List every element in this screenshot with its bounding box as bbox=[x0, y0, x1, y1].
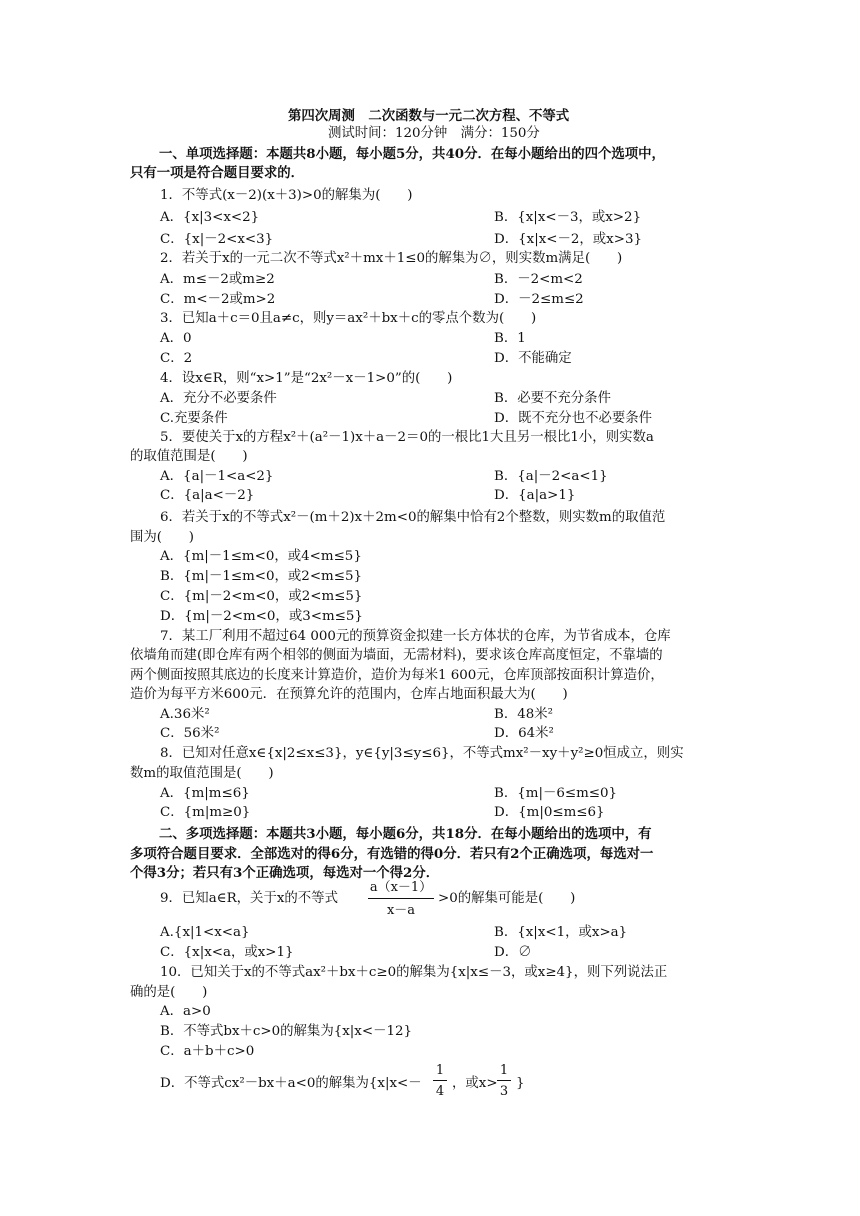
q9-option-c: C．{x|x<a，或x>1} bbox=[160, 945, 294, 960]
q5-option-a: A．{a|－1<a<2} bbox=[160, 469, 274, 484]
q10-option-d: D．不等式cx²－bx＋a<0的解集为{x|x<－ bbox=[160, 1076, 422, 1091]
q8-stem: 8．已知对任意x∈{x|2≤x≤3}，y∈{y|3≤y≤6}，不等式mx²－xy＋y²≥0恒成立，则实 bbox=[160, 746, 684, 761]
q10-option-d-end: } bbox=[516, 1076, 525, 1091]
q2-option-d: D．－2≤m≤2 bbox=[494, 292, 584, 307]
q10-option-c: C．a＋b＋c>0 bbox=[160, 1044, 255, 1059]
q6-option-a: A．{m|－1≤m<0，或4<m≤5} bbox=[160, 549, 362, 564]
q7-stem-cont2: 两个侧面按照其底边的长度来计算造价，造价为每米1 600元，仓库顶部按面积计算造价， bbox=[130, 668, 664, 683]
q5-stem: 5．要使关于x的方程x²＋(a²－1)x＋a－2＝0的一根比1大且另一根比1小，则实数a bbox=[160, 430, 654, 445]
q10-d-fraction1-numerator: 1 bbox=[435, 1063, 445, 1078]
q3-option-d: D．不能确定 bbox=[494, 351, 572, 366]
q1-option-b: B．{x|x<－3，或x>2} bbox=[494, 210, 642, 225]
q10-d-fraction2-numerator: 1 bbox=[499, 1063, 509, 1078]
section2-heading-cont2: 个得3分；若只有3个正确选项，每选对一个得2分． bbox=[130, 865, 440, 881]
q4-option-d: D．既不充分也不必要条件 bbox=[494, 411, 653, 426]
q5-option-c: C．{a|a<－2} bbox=[160, 488, 255, 503]
q10-stem: 10．已知关于x的不等式ax²＋bx＋c≥0的解集为{x|x≤－3，或x≥4}，则下列说法正 bbox=[160, 965, 668, 980]
q6-stem-cont: 围为( ) bbox=[130, 530, 195, 545]
q4-option-a: A．充分不必要条件 bbox=[160, 391, 277, 406]
q10-stem-cont: 确的是( ) bbox=[130, 985, 208, 1000]
q6-stem: 6．若关于x的不等式x²－(m＋2)x＋2m<0的解集中恰有2个整数，则实数m的取值范 bbox=[160, 510, 666, 525]
q5-stem-cont: 的取值范围是( ) bbox=[130, 449, 248, 464]
q6-option-c: C．{m|－2<m<0，或2<m≤5} bbox=[160, 589, 363, 604]
page-subtitle: 测试时间：120分钟 满分：150分 bbox=[328, 126, 540, 141]
q7-stem-cont3: 造价为每平方米600元．在预算允许的范围内，仓库占地面积最大为( ) bbox=[130, 687, 568, 702]
q9-fraction-denominator: x－a bbox=[386, 903, 416, 918]
q2-option-c: C．m<－2或m>2 bbox=[160, 292, 276, 307]
q7-option-d: D．64米² bbox=[494, 726, 554, 741]
q9-option-b: B．{x|x<1，或x>a} bbox=[494, 925, 628, 940]
q1-stem: 1．不等式(x－2)(x＋3)>0的解集为( ) bbox=[160, 188, 413, 203]
q7-option-c: C．56米² bbox=[160, 726, 220, 741]
q5-option-b: B．{a|－2<a<1} bbox=[494, 469, 608, 484]
q1-option-a: A．{x|3<x<2} bbox=[160, 210, 260, 225]
section2-heading: 二、多项选择题：本题共3小题，每小题6分，共18分．在每小题给出的选项中，有 bbox=[159, 826, 652, 842]
q1-option-c: C．{x|－2<x<3} bbox=[160, 232, 274, 247]
q10-d-fraction2-bar bbox=[497, 1080, 511, 1081]
section1-heading: 一、单项选择题：本题共8小题，每小题5分，共40分．在每小题给出的四个选项中， bbox=[159, 146, 665, 162]
q9-option-a: A.{x|1<x<a} bbox=[160, 925, 250, 940]
q9-fraction-bar bbox=[368, 898, 434, 899]
q4-option-b: B．必要不充分条件 bbox=[494, 391, 611, 406]
q9-stem: 9．已知a∈R，关于x的不等式 bbox=[160, 891, 338, 906]
q1-option-d: D．{x|x<－2，或x>3} bbox=[494, 232, 642, 247]
page-title: 第四次周测 二次函数与一元二次方程、不等式 bbox=[288, 108, 570, 124]
q4-option-c: C.充要条件 bbox=[160, 411, 228, 426]
q7-option-a: A.36米² bbox=[160, 707, 210, 722]
q10-option-b: B．不等式bx＋c>0的解集为{x|x<－12} bbox=[160, 1024, 413, 1039]
q8-option-a: A．{m|m≤6} bbox=[160, 786, 250, 801]
q8-stem-cont: 数m的取值范围是( ) bbox=[130, 766, 274, 781]
q2-stem: 2．若关于x的一元二次不等式x²＋mx＋1≤0的解集为∅，则实数m满足( ) bbox=[160, 251, 623, 266]
q10-d-fraction2-denominator: 3 bbox=[499, 1084, 509, 1099]
q4-stem: 4．设x∈R，则“x>1”是“2x²－x－1>0”的( ) bbox=[160, 371, 453, 386]
q7-option-b: B．48米² bbox=[494, 707, 554, 722]
q3-option-b: B．1 bbox=[494, 331, 526, 346]
q3-option-c: C．2 bbox=[160, 351, 193, 366]
section1-heading-cont: 只有一项是符合题目要求的． bbox=[130, 165, 305, 181]
q10-option-a: A．a>0 bbox=[160, 1004, 211, 1019]
q8-option-b: B．{m|－6≤m≤0} bbox=[494, 786, 618, 801]
section2-heading-cont1: 多项符合题目要求．全部选对的得6分，有选错的得0分．若只有2个正确选项，每选对一 bbox=[130, 846, 654, 862]
q3-option-a: A．0 bbox=[160, 331, 192, 346]
q7-stem-cont1: 依墙角而建(即仓库有两个相邻的侧面为墙面，无需材料)，要求该仓库高度恒定，不靠墙的 bbox=[130, 648, 663, 663]
q7-stem: 7．某工厂利用不超过64 000元的预算资金拟建一长方体状的仓库，为节省成本，仓库 bbox=[160, 629, 671, 644]
q6-option-d: D．{m|－2<m<0，或3<m≤5} bbox=[160, 609, 363, 624]
q6-option-b: B．{m|－1≤m<0，或2<m≤5} bbox=[160, 569, 363, 584]
q5-option-d: D．{a|a>1} bbox=[494, 488, 576, 503]
q3-stem: 3．已知a＋c＝0且a≠c，则y＝ax²＋bx＋c的零点个数为( ) bbox=[160, 311, 537, 326]
q2-option-b: B．－2<m<2 bbox=[494, 272, 583, 287]
q10-option-d-mid: ，或x> bbox=[452, 1076, 498, 1091]
q8-option-c: C．{m|m≥0} bbox=[160, 805, 251, 820]
q9-stem-end: >0的解集可能是( ) bbox=[438, 891, 576, 906]
q10-d-fraction1-bar bbox=[433, 1080, 447, 1081]
q2-option-a: A．m≤－2或m≥2 bbox=[160, 272, 275, 287]
q8-option-d: D．{m|0≤m≤6} bbox=[494, 805, 605, 820]
q10-d-fraction1-denominator: 4 bbox=[435, 1084, 445, 1099]
q9-fraction-numerator: a（x－1） bbox=[369, 880, 433, 895]
q9-option-d: D．∅ bbox=[494, 945, 532, 960]
